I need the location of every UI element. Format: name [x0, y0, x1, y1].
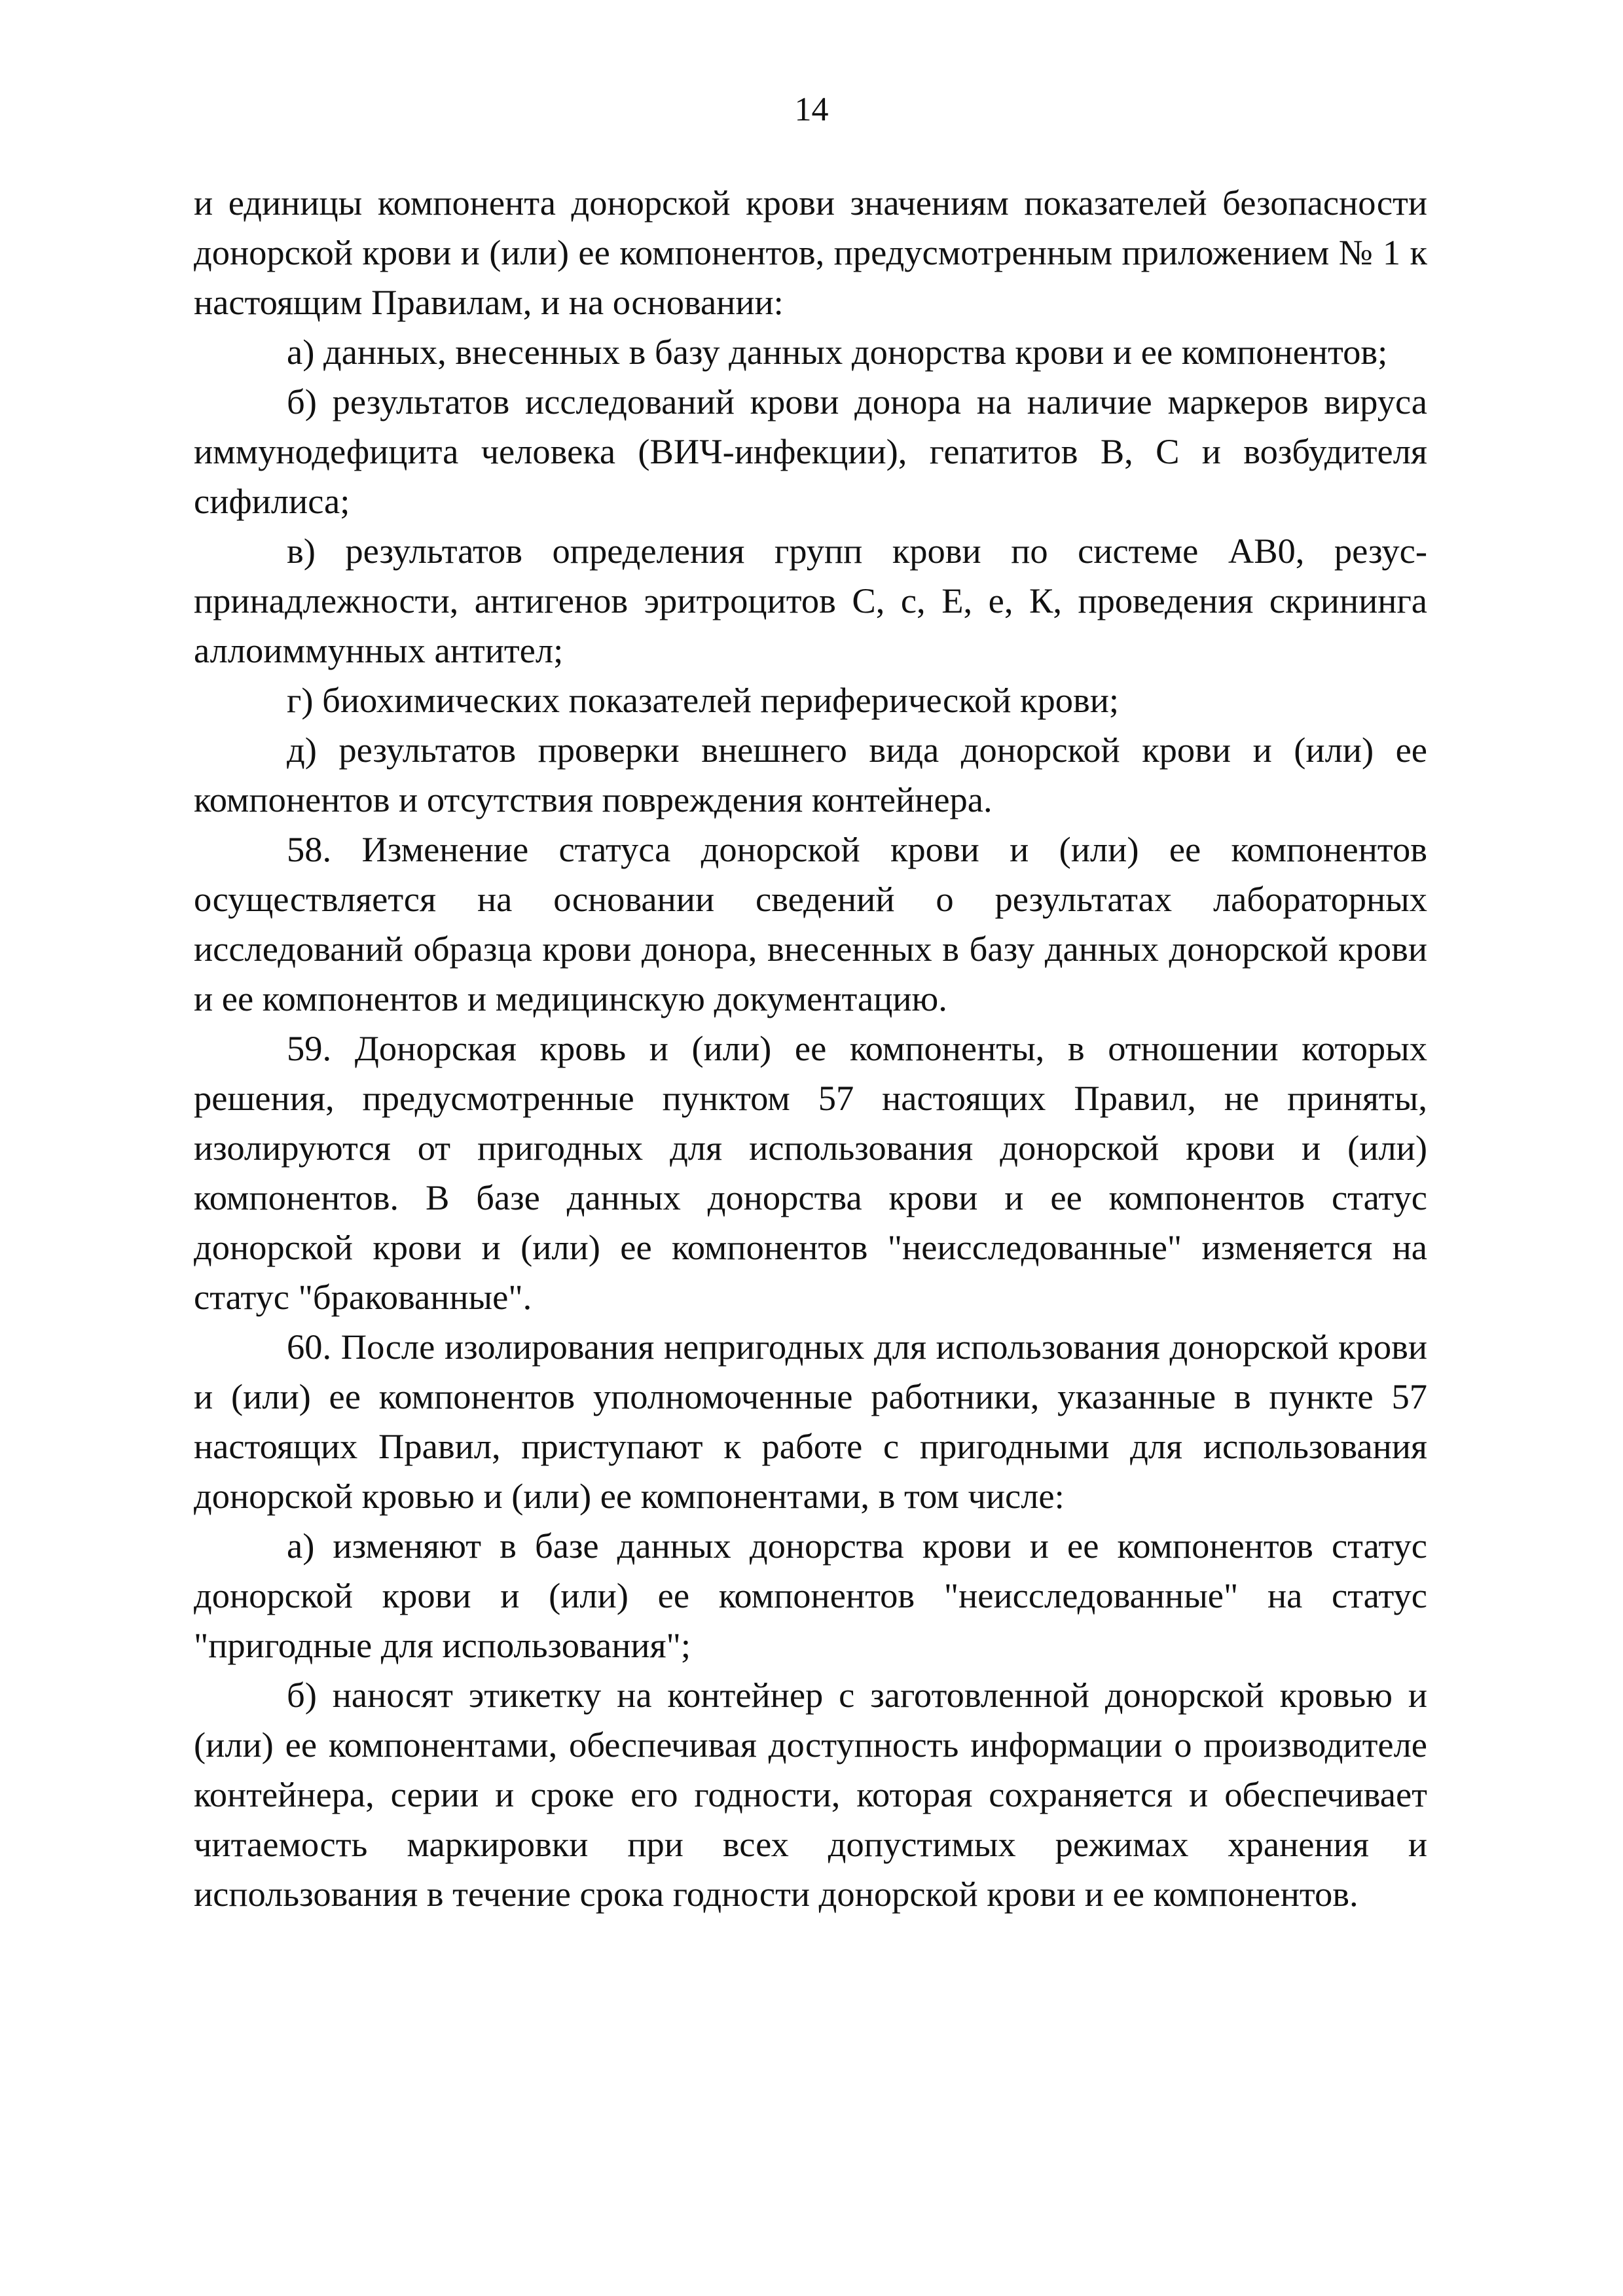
paragraph-item-g: г) биохимических показателей периферической крови; — [287, 680, 1120, 720]
page-number: 14 — [794, 91, 829, 128]
paragraph-59: 59. Донорская кровь и (или) ее компоненты, в отношении которых решения, предусмотренные пунктом 57 настоящих Правил, не приняты, изолируются от пригодных для использования донорской крови и (или) компонентов. В базе данных донорства крови и ее компонентов статус донорской крови и (или) ее компонентов "неисследованные" изменяется на статус "бракованные". — [194, 1028, 1427, 1317]
paragraph-60-item-a: а) изменяют в базе данных донорства крови и ее компонентов статус донорской крови и (или) ее компонентов "неисследованные" на статус "пригодные для использования"; — [194, 1526, 1427, 1665]
paragraph-item-d: д) результатов проверки внешнего вида донорской крови и (или) ее компонентов и отсутствия повреждения контейнера. — [194, 730, 1427, 819]
paragraph-58: 58. Изменение статуса донорской крови и (или) ее компонентов осуществляется на основании сведений о результатах лабораторных исследований образца крови донора, внесенных в базу данных донорской крови и ее компонентов и медицинскую документацию. — [194, 829, 1427, 1018]
paragraph-60-item-b: б) наносят этикетку на контейнер с заготовленной донорской кровью и (или) ее компонентами, обеспечивая доступность информации о производителе контейнера, серии и сроке его годности, которая сохраняется и обеспечивает читаемость маркировки при всех допустимых режимах хранения и использования в течение срока годности донорской крови и ее компонентов. — [194, 1675, 1427, 1914]
paragraph-item-a: а) данных, внесенных в базу данных донорства крови и ее компонентов; — [287, 332, 1388, 372]
paragraph-intro: и единицы компонента донорской крови значениям показателей безопасности донорской крови и (или) ее компонентов, предусмотренным приложением № 1 к настоящим Правилам, и на основании: — [194, 183, 1427, 322]
paragraph-60: 60. После изолирования непригодных для использования донорской крови и (или) ее компонентов уполномоченные работники, указанные в пункте 57 настоящих Правил, приступают к работе с пригодными для использования донорской кровью и (или) ее компонентами, в том числе: — [194, 1327, 1427, 1516]
paragraph-item-v: в) результатов определения групп крови по системе АВ0, резус-принадлежности, антигенов эритроцитов С, с, Е, е, К, проведения скрининга аллоиммунных антител; — [194, 531, 1427, 670]
document-body — [194, 178, 1427, 1919]
paragraph-item-b: б) результатов исследований крови донора на наличие маркеров вируса иммунодефицита человека (ВИЧ-инфекции), гепатитов В, С и возбудителя сифилиса; — [194, 382, 1427, 521]
